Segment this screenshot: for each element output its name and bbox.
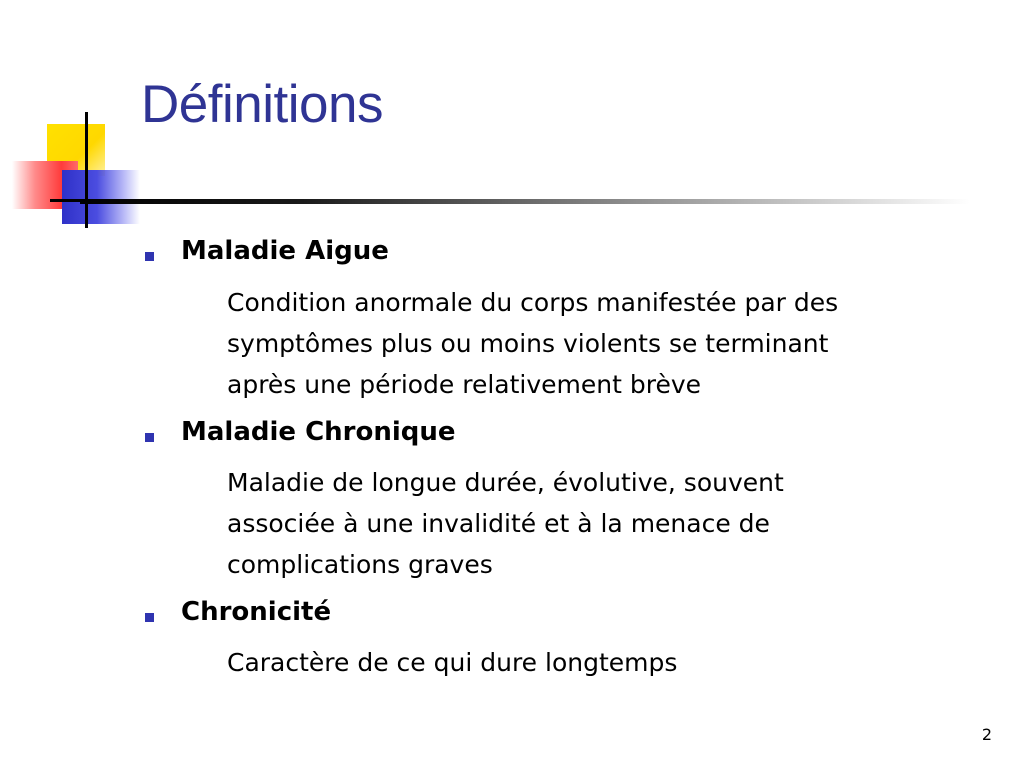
definition-term: Chronicité <box>181 597 332 627</box>
definition-term: Maladie Chronique <box>181 417 456 447</box>
definition-line: Maladie de longue durée, évolutive, souvent <box>227 468 784 497</box>
definition-line: complications graves <box>227 550 493 579</box>
square-bullet-icon <box>145 252 154 261</box>
definition-line: symptômes plus ou moins violents se terminant <box>227 329 829 358</box>
definition-text <box>227 462 967 585</box>
definition-line: Caractère de ce qui dure longtemps <box>227 648 678 677</box>
definition-text <box>227 282 967 405</box>
page-title: Définitions <box>141 75 383 134</box>
definition-text <box>227 642 967 683</box>
square-bullet-icon <box>145 613 154 622</box>
definition-line: Condition anormale du corps manifestée par des <box>227 288 839 317</box>
square-bullet-icon <box>145 433 154 442</box>
definition-line: après une période relativement brève <box>227 370 702 399</box>
definition-term: Maladie Aigue <box>181 236 389 266</box>
definition-line: associée à une invalidité et à la menace de <box>227 509 770 538</box>
page-number: 2 <box>981 725 992 744</box>
